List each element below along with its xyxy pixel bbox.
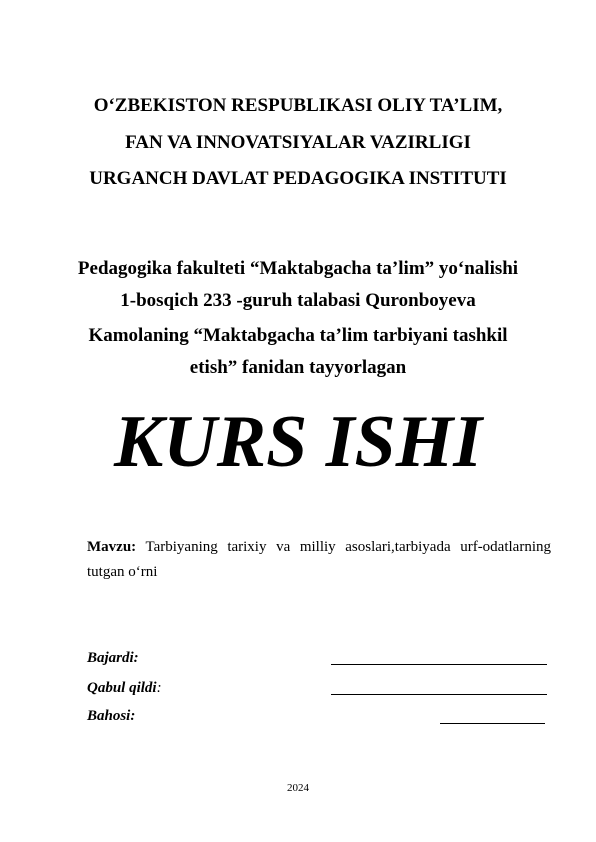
author-block-line2: 1-bosqich 233 -guruh talabasi Quronboyeva: [120, 290, 476, 311]
institute-name: URGANCH DAVLAT PEDAGOGIKA INSTITUTI: [89, 168, 507, 189]
done-by-label: Bajardi:: [87, 650, 139, 666]
accepted-by-signature-line: [331, 694, 547, 695]
ministry-name-line1: O‘ZBEKISTON RESPUBLIKASI OLIY TA’LIM,: [93, 95, 503, 116]
year: 2024: [287, 782, 309, 794]
grade-line: [440, 723, 545, 724]
accepted-by-text: Qabul qildi: [87, 680, 157, 696]
accepted-by-label: [87, 680, 162, 697]
topic-label: Mavzu:: [87, 539, 137, 555]
topic-text: Tarbiyaning tarixiy va milliy asoslari,tarbiyada urf-odatlarning tutgan o‘rni: [87, 539, 551, 580]
accepted-by-colon: :: [156, 680, 162, 696]
document-title: KURS ISHI: [113, 401, 483, 483]
done-by-signature-line: [331, 664, 547, 665]
topic-paragraph: [87, 535, 551, 585]
author-block-line1: Pedagogika fakulteti “Maktabgacha ta’lim” yo‘nalishi: [77, 258, 519, 279]
grade-label: Bahosi:: [87, 708, 136, 724]
ministry-name-line2: FAN VA INNOVATSIYALAR VAZIRLIGI: [125, 132, 471, 153]
author-block-line4: etish” fanidan tayyorlagan: [189, 357, 407, 378]
author-block-line3: Kamolaning “Maktabgacha ta’lim tarbiyani tashkil: [88, 325, 508, 346]
